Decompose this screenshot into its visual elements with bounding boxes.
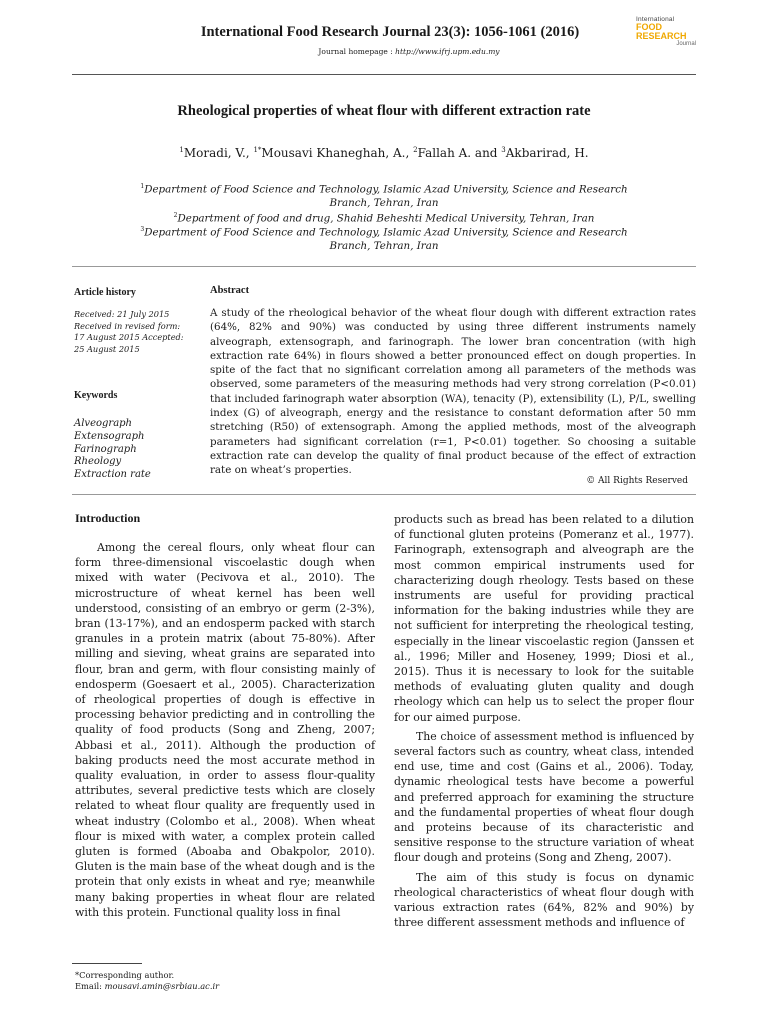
affiliation-divider xyxy=(72,266,696,267)
author-1-name: Moradi, V., xyxy=(183,146,254,160)
article-history-heading: Article history xyxy=(74,287,136,298)
article-history xyxy=(74,309,202,355)
author-2-mark: 1* xyxy=(253,146,262,154)
corresponding-email-line xyxy=(75,981,219,992)
affiliation-1 xyxy=(130,180,638,210)
author-1-mark: 1 xyxy=(179,146,184,154)
affiliation-2-text: Department of food and drug, Shahid Beheshti Medical University, Tehran, Iran xyxy=(177,212,595,225)
abstract-heading: Abstract xyxy=(210,285,250,296)
keywords-list xyxy=(74,418,202,482)
affiliation-3 xyxy=(130,223,638,253)
journal-logo xyxy=(636,16,696,46)
affiliation-3-mark: 3 xyxy=(140,226,145,233)
affiliation-1-mark: 1 xyxy=(140,183,145,190)
logo-line-1: International xyxy=(636,16,675,23)
corresponding-author-note: *Corresponding author. xyxy=(75,970,175,980)
footnote xyxy=(75,970,219,992)
keyword-item: Alveograph xyxy=(74,418,132,429)
introduction-heading: Introduction xyxy=(75,511,141,525)
keywords-heading: Keywords xyxy=(74,390,118,401)
author-3-name: Fallah A. and xyxy=(417,146,502,160)
body-paragraph: The choice of assessment method is influenced by several factors such as country, wheat class, intended end use, time and cost (Gains et al., 2006). Today, dynamic rheological tests have become a powerful and preferred approach for examining the structure and the fundamental properties of wheat flour dough and proteins because of its characteristic and sensitive response to the structure variation of wheat flour dough and proteins (Song and Zheng, 2007). xyxy=(394,729,694,865)
body-paragraph: products such as bread has been related to a dilution of functional gluten proteins (Pomeranz et al., 1977). Farinograph, extensograph and alveograph are the most common empirical instruments used for characterizing dough rheology. Tests based on these instruments are useful for providing practical information for the baking industries while they are not sufficient for interpreting the rheological testing, especially in the linear viscoelastic region (Janssen et al., 1996; Miller and Hoseney, 1999; Diosi et al., 2015). Thus it is necessary to look for the suitable methods of evaluating gluten quality and dough rheology which can help us to select the proper flour for our aimed purpose. xyxy=(394,513,694,724)
logo-line-3: Journal xyxy=(676,41,696,47)
history-line: 25 August 2015 xyxy=(74,343,140,354)
affiliation-3-text: Department of Food Science and Technology, Islamic Azad University, Science and Research Branch, Tehran, Iran xyxy=(144,226,628,253)
history-line: Received in revised form: xyxy=(74,320,181,331)
header-divider xyxy=(72,74,696,75)
journal-homepage xyxy=(50,47,768,56)
abstract-body: A study of the rheological behavior of the wheat flour dough with different extraction rates (64%, 82% and 90%) was conducted by using three different instruments namely alveograph, extensograph, and farinograph. The lower bran concentration (with high extraction rate 64%) in flours showed a better pronounced effect on dough properties. In spite of the fact that no significant correlation among all parameters of the methods was observed, some parameters of the measuring methods had very strong correlation (P<0.01) that included farinograph water absorption (WA), tenacity (P), extensibility (L), P/L, swelling index (G) of alveograph, energy and the resistance to constant deformation after 50 mm stretching (R50) of extensograph. Among the applied methods, most of the alveograph parameters had significant correlation (r=1, P<0.01) together. So choosing a suitable extraction rate can develop the quality of final product because of the effect of extraction rate on wheat’s properties. xyxy=(210,307,696,477)
history-line: Received: 21 July 2015 xyxy=(74,309,170,319)
author-3-mark: 2 xyxy=(413,146,418,154)
homepage-label: Journal homepage : xyxy=(318,47,396,56)
author-4-name: Akbarirad, H. xyxy=(505,146,589,160)
body-paragraph: Among the cereal flours, only wheat flour can form three-dimensional viscoelastic dough when mixed with water (Pecivova et al., 2010). The microstructure of wheat kernel has been well understood, consisting of an embryo or germ (2-3%), bran (13-17%), and an endosperm packed with starch granules in a protein matrix (about 75-80%). After milling and sieving, wheat grains are separated into flour, bran and germ, with flour consisting mainly of endosperm (Goesaert et al., 2005). Characterization of rheological properties of dough is effective in processing behavior predicting and in controlling the quality of food products (Song and Zheng, 2007; Abbasi et al., 2011). Although the production of baking products need the most accurate method in quality evaluation, in order to assess flour-quality attributes, several predictive tests which are closely related to wheat flour quality are frequently used in wheat industry (Colombo et al., 2008). When wheat flour is mixed with water, a complex protein called gluten is formed (Aboaba and Obakpolor, 2010). Gluten is the main base of the wheat dough and is the protein that only exists in wheat and rye; meanwhile many baking properties in wheat flour are related with this protein. Functional quality loss in final xyxy=(75,541,375,919)
paper-title: Rheological properties of wheat flour with different extraction rate xyxy=(177,103,591,119)
keyword-item: Extraction rate xyxy=(74,469,151,481)
affiliation-2-mark: 2 xyxy=(173,212,178,219)
keyword-item: Farinograph xyxy=(74,443,137,455)
logo-line-2: FOOD RESEARCH xyxy=(636,22,687,41)
email-label: Email: xyxy=(75,981,105,991)
body-paragraph: The aim of this study is focus on dynamic rheological characteristics of wheat flour dough with various extraction rates (64%, 82% and 90%) by three different assessment methods and influence of xyxy=(394,870,694,930)
history-line: 17 August 2015 Accepted: xyxy=(74,332,184,342)
keyword-item: Extensograph xyxy=(74,430,145,442)
keyword-item: Rheology xyxy=(74,456,122,468)
body-column-left xyxy=(75,540,375,924)
author-4-mark: 3 xyxy=(501,146,506,154)
author-2-name: Mousavi Khaneghah, A., xyxy=(261,146,414,160)
homepage-link[interactable]: http://www.ifrj.upm.edu.my xyxy=(395,47,500,56)
body-column-right xyxy=(394,512,694,934)
author-list xyxy=(0,146,768,160)
email-link[interactable]: mousavi.amin@srbiau.ac.ir xyxy=(104,981,220,991)
affiliation-1-text: Department of Food Science and Technology, Islamic Azad University, Science and Research Branch, Tehran, Iran xyxy=(144,183,628,210)
abstract-divider xyxy=(72,494,696,495)
journal-title: International Food Research Journal 23(3): 1056-1061 (2016) xyxy=(200,24,580,40)
footnote-rule xyxy=(72,963,142,964)
rights-notice: © All Rights Reserved xyxy=(586,476,688,486)
